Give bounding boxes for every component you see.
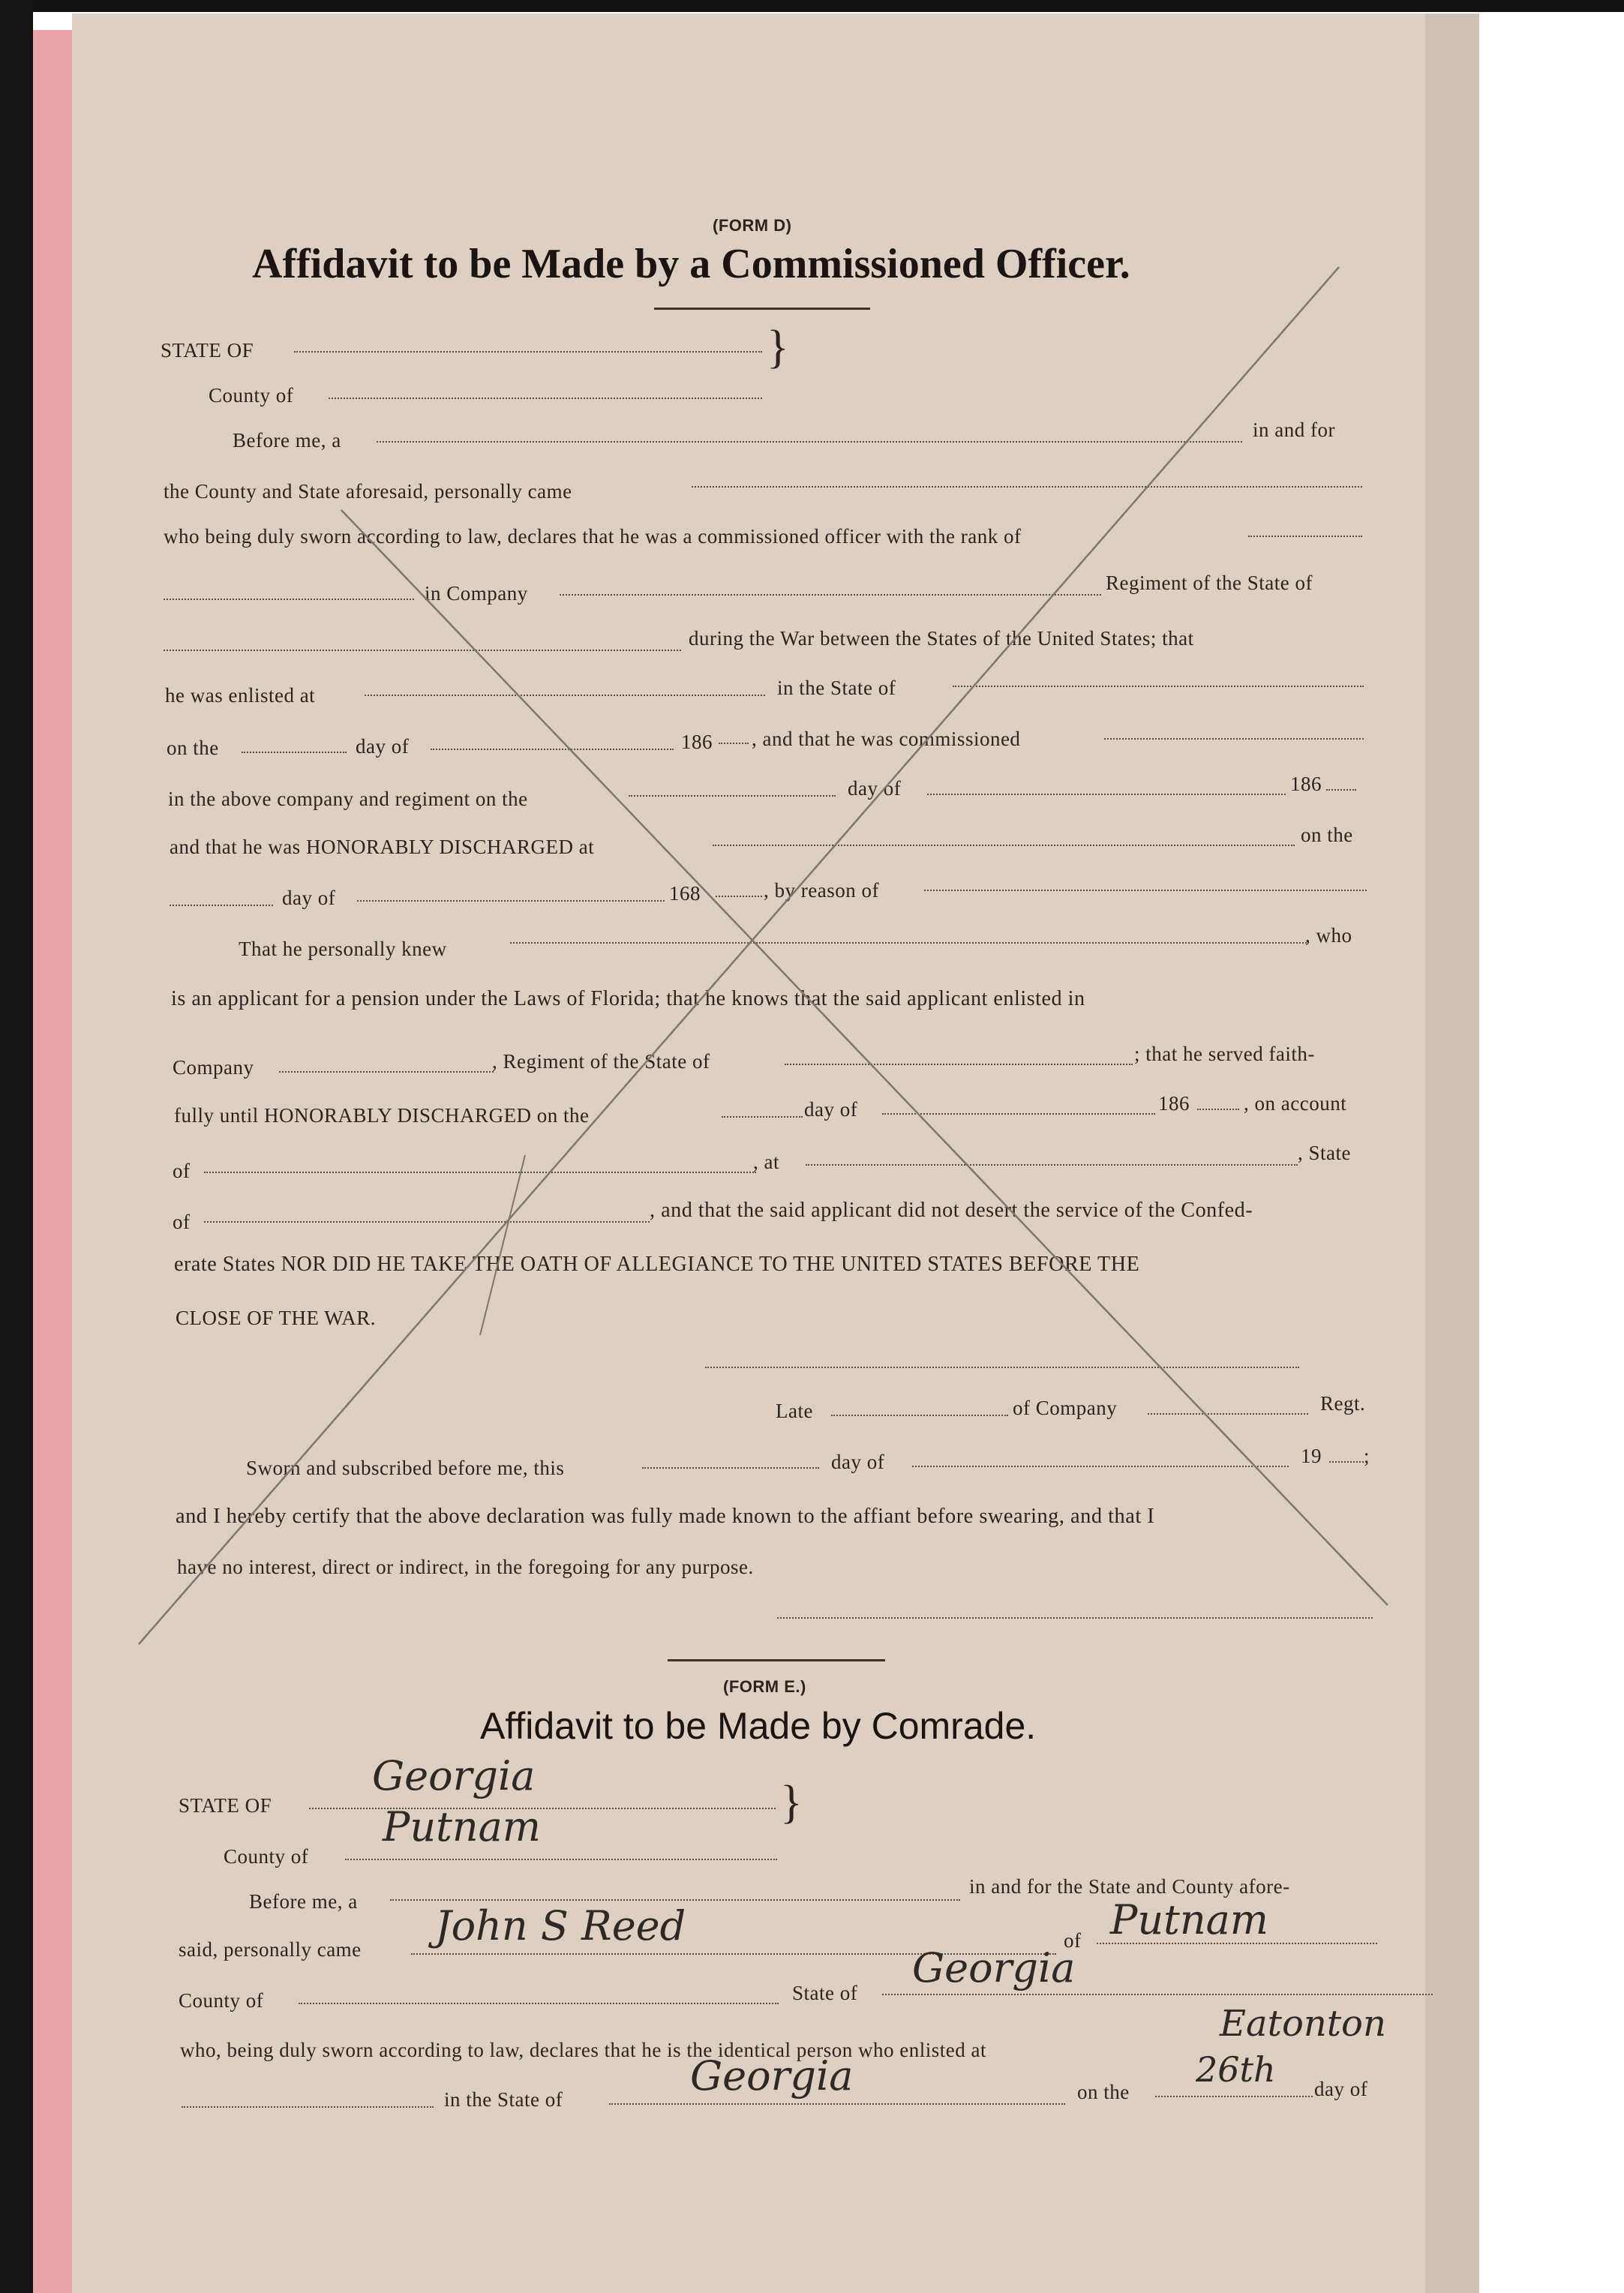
hw-enlisted-at: Eatonton (1220, 2003, 1386, 2045)
fd-served-faith: ; that he served faith- (1134, 1043, 1315, 1065)
fe-said-personally: said, personally came (179, 1938, 362, 1961)
fd-semicolon: ; (1364, 1445, 1370, 1467)
fd-day-of-4: day of (804, 1098, 858, 1121)
hw-day: 26th (1196, 2049, 1276, 2090)
fd-applicant-line: is an applicant for a pension under the Laws of Florida; that he knows that the said applicant enlisted in (171, 987, 1085, 1010)
fd-regiment-state-2: , Regiment of the State of (492, 1050, 710, 1073)
form-e-title: Affidavit to be Made by Comrade. (480, 1705, 1037, 1747)
fd-fully-until: fully until HONORABLY DISCHARGED on the (174, 1104, 590, 1127)
fd-at: , at (753, 1151, 779, 1173)
fd-state: , State (1298, 1142, 1351, 1164)
fe-in-and-for: in and for the State and County afore- (969, 1875, 1290, 1898)
fe-line (182, 2106, 434, 2108)
fd-county-state: the County and State aforesaid, personally came (164, 480, 572, 503)
fe-line (390, 1899, 960, 1901)
fe-in-the-state-of: in the State of (444, 2088, 563, 2111)
fd-of-2: of (173, 1211, 191, 1233)
fd-of: of (173, 1160, 191, 1182)
hw-of-county: Putnam (1110, 1896, 1268, 1943)
fd-erate-states: erate States NOR DID HE TAKE THE OATH OF ALLEGIANCE TO THE UNITED STATES BEFORE THE (174, 1253, 1140, 1276)
fe-line (609, 2103, 1065, 2105)
fd-day-of: day of (356, 735, 410, 758)
fe-line (345, 1859, 777, 1860)
fd-day-of-5: day of (831, 1451, 885, 1473)
fd-regt: Regt. (1320, 1392, 1366, 1415)
hw-state: Georgia (372, 1752, 536, 1799)
fd-of-company: of Company (1013, 1397, 1118, 1419)
fd-before-me: Before me, a (233, 429, 341, 452)
fd-did-not-desert: , and that the said applicant did not desert the service of the Confed- (650, 1199, 1253, 1222)
fe-day-of: day of (1314, 2078, 1368, 2100)
brace: } (780, 1777, 803, 1828)
fd-state-of: STATE OF (161, 339, 254, 362)
fe-before-me: Before me, a (249, 1890, 358, 1913)
fe-state-of-2: State of (792, 1982, 858, 2004)
fd-year-186-b: 186 (1290, 773, 1322, 795)
form-d-label: (FORM D) (713, 216, 792, 235)
hw-name: John S Reed (435, 1902, 686, 1949)
form-d-title: Affidavit to be Made by a Commissioned Officer. (252, 241, 1130, 287)
cancel-stroke (341, 510, 1388, 1605)
fd-on-the: on the (167, 737, 219, 759)
fd-above-company: in the above company and regiment on the (168, 788, 528, 810)
form-e-rule (668, 1659, 885, 1661)
fd-during-war: during the War between the States of the United States; that (689, 627, 1194, 650)
fd-close-of-war: CLOSE OF THE WAR. (176, 1307, 377, 1329)
fd-certify: and I hereby certify that the above declaration was fully made known to the affiant before swearing, and that I (176, 1505, 1155, 1528)
fd-personally-knew: That he personally knew (239, 938, 447, 960)
fd-who-being: who being duly sworn according to law, declares that he was a commissioned officer with the rank of (164, 525, 1022, 548)
fd-year-19: 19 (1301, 1445, 1322, 1467)
fe-line (309, 1808, 776, 1809)
hw-state-2: Georgia (912, 1944, 1076, 1991)
fe-line (1155, 2096, 1313, 2097)
cancel-stroke (139, 267, 1339, 1644)
fd-sworn: Sworn and subscribed before me, this (246, 1457, 565, 1479)
fd-enlisted-at: he was enlisted at (165, 684, 316, 707)
fd-on-the-2: on the (1301, 824, 1353, 846)
fd-no-interest: have no interest, direct or indirect, in the foregoing for any purpose. (177, 1556, 754, 1578)
hw-state-3: Georgia (690, 2052, 854, 2099)
fe-county-of: County of (224, 1845, 309, 1868)
fd-in-company: in Company (425, 582, 528, 605)
fd-regiment-state: Regiment of the State of (1106, 572, 1313, 594)
fd-year-186: 186 (681, 731, 713, 753)
form-e-label: (FORM E.) (723, 1677, 806, 1696)
fd-on-account: , on account (1244, 1092, 1347, 1115)
fd-company: Company (173, 1056, 254, 1079)
fd-late: Late (776, 1400, 813, 1422)
fd-in-and-for: in and for (1253, 419, 1335, 441)
fe-line (299, 2003, 779, 2004)
fe-county-of-2: County of (179, 1989, 264, 2012)
fd-who: , who (1305, 924, 1352, 947)
fd-county-of: County of (209, 384, 294, 407)
fd-year-186-c: 186 (1158, 1092, 1190, 1115)
fe-line (882, 1994, 1433, 1995)
hw-county: Putnam (383, 1803, 541, 1850)
fd-by-reason: , by reason of (764, 879, 879, 902)
fe-on-the: on the (1077, 2081, 1130, 2103)
fd-year-168: 168 (669, 882, 701, 905)
fe-of: of (1064, 1929, 1082, 1952)
fd-in-state-of: in the State of (777, 677, 896, 699)
fd-commissioned: , and that he was commissioned (752, 728, 1021, 750)
fd-day-of-3: day of (282, 887, 336, 909)
fd-honorably-discharged: and that he was HONORABLY DISCHARGED at (170, 836, 595, 858)
brace: } (767, 322, 789, 373)
fe-who-being: who, being duly sworn according to law, declares that he is the identical person who enlisted at (180, 2039, 986, 2061)
fd-day-of-2: day of (848, 777, 902, 800)
fe-state-of: STATE OF (179, 1794, 272, 1817)
